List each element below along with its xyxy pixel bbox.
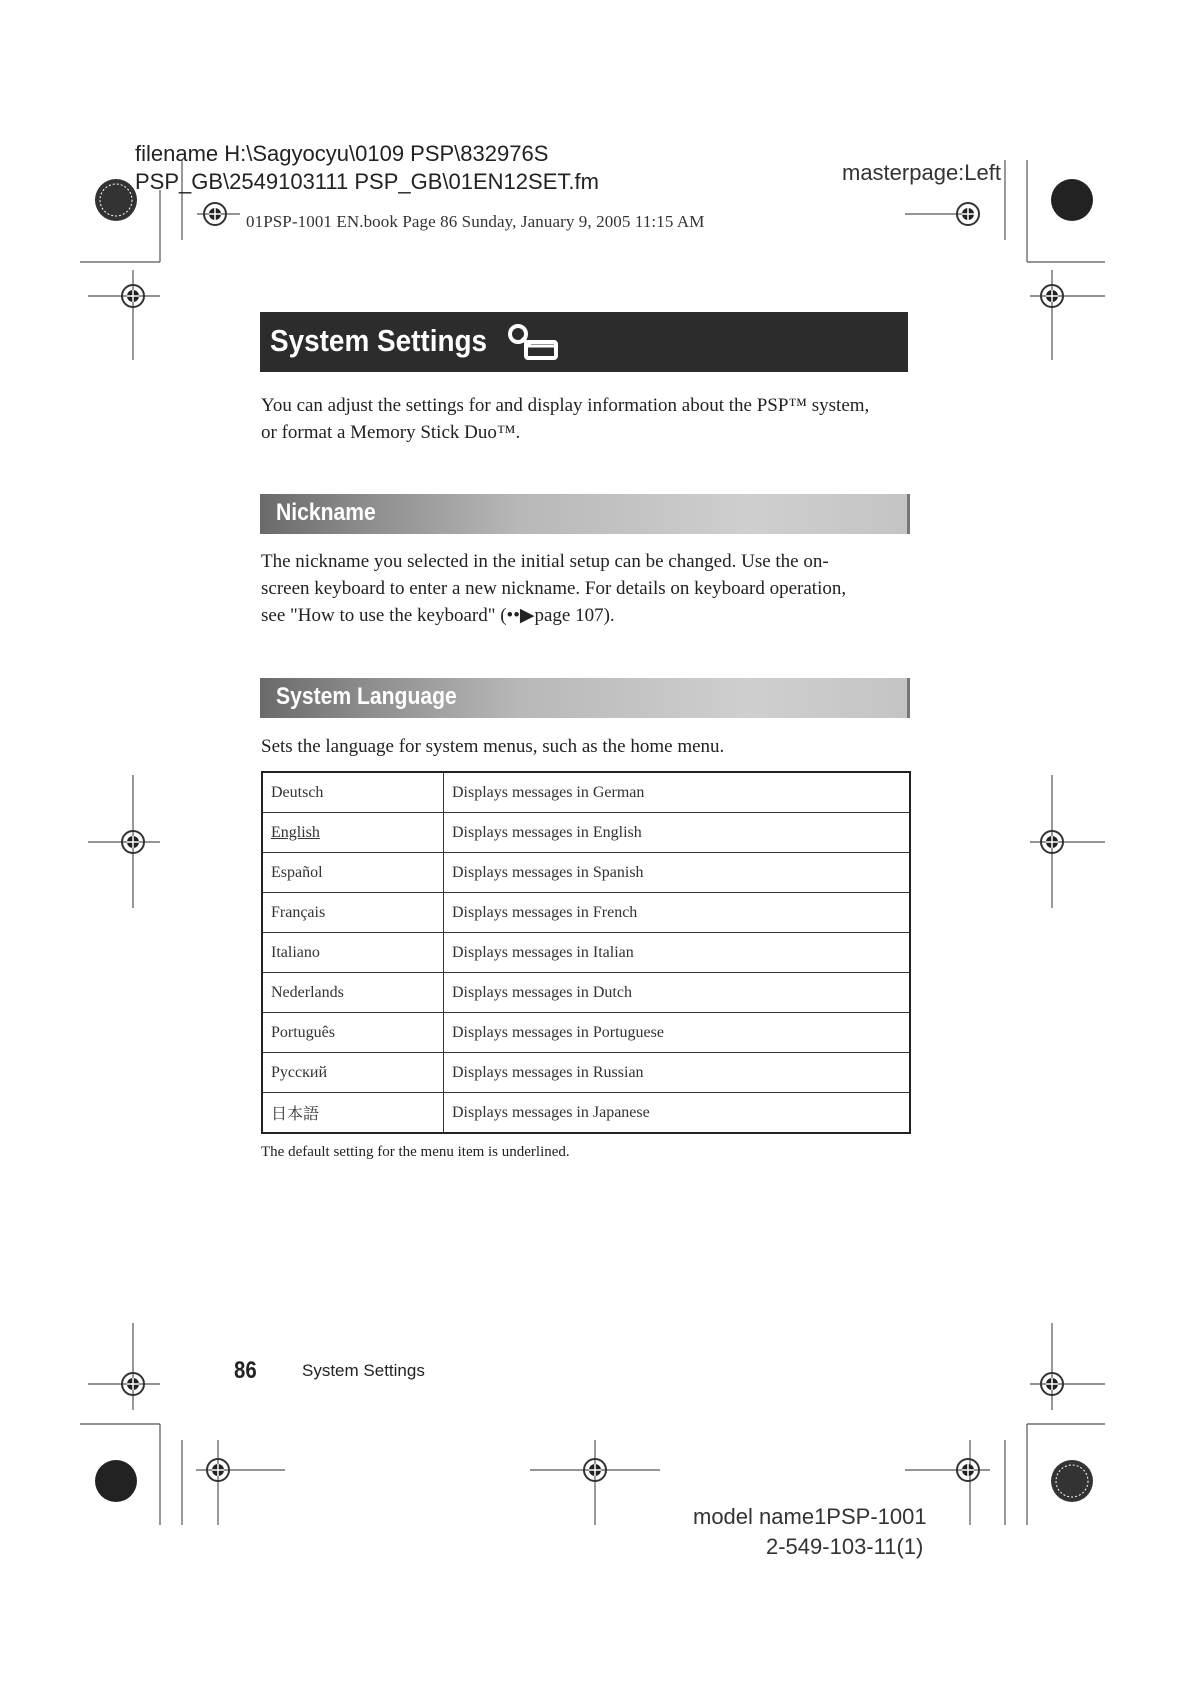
language-cell: Nederlands xyxy=(262,973,444,1013)
table-row xyxy=(262,1093,910,1134)
table-row xyxy=(262,853,910,893)
table-row xyxy=(262,973,910,1013)
table-row xyxy=(262,893,910,933)
description-cell: Displays messages in Spanish xyxy=(444,853,911,893)
description-cell: Displays messages in French xyxy=(444,893,911,933)
nickname-heading: Nickname xyxy=(276,499,376,526)
language-cell: Français xyxy=(262,893,444,933)
language-cell: Español xyxy=(262,853,444,893)
language-cell: Русский xyxy=(262,1053,444,1093)
description-cell: Displays messages in Portuguese xyxy=(444,1013,911,1053)
language-cell-default xyxy=(262,813,444,853)
language-cell: 日本語 xyxy=(262,1093,444,1134)
description-cell: Displays messages in Dutch xyxy=(444,973,911,1013)
table-row xyxy=(262,813,910,853)
settings-toolbox-icon xyxy=(508,322,562,364)
system-language-description: Sets the language for system menus, such as the home menu. xyxy=(261,736,725,757)
masterpage-label: masterpage:Left xyxy=(842,160,1001,185)
page-title: System Settings xyxy=(270,323,488,358)
nickname-line-1: The nickname you selected in the initial setup can be changed. Use the on- xyxy=(261,551,829,572)
intro-line-2: or format a Memory Stick Duo™. xyxy=(261,422,521,443)
book-info-line: 01PSP-1001 EN.book Page 86 Sunday, January 9, 2005 11:15 AM xyxy=(246,212,705,231)
description-cell: Displays messages in Japanese xyxy=(452,1103,650,1121)
filename-slug xyxy=(135,140,599,196)
model-name: model name1PSP-1001 xyxy=(693,1504,927,1529)
description-cell: Displays messages in Russian xyxy=(444,1053,911,1093)
description-cell: Displays messages in German xyxy=(444,772,911,813)
nickname-paragraph xyxy=(261,548,846,629)
table-row xyxy=(262,1053,910,1093)
language-table xyxy=(261,771,911,1134)
language-cell: Italiano xyxy=(262,933,444,973)
intro-paragraph xyxy=(261,392,869,446)
part-number: 2-549-103-11(1) xyxy=(766,1534,924,1559)
model-info xyxy=(693,1502,927,1562)
filename-line-1: filename H:\Sagyocyu\0109 PSP\832976S xyxy=(135,141,549,166)
language-cell: Português xyxy=(262,1013,444,1053)
nickname-line-3: see "How to use the keyboard" (••▶page 107). xyxy=(261,605,615,626)
default-language: English xyxy=(271,823,320,841)
intro-line-1: You can adjust the settings for and display information about the PSP™ system, xyxy=(261,395,870,416)
description-cell: Displays messages in Italian xyxy=(444,933,911,973)
page-number: 86 xyxy=(234,1357,257,1384)
nickname-line-2: screen keyboard to enter a new nickname. For details on keyboard operation, xyxy=(261,578,847,599)
footer-section-title: System Settings xyxy=(302,1361,425,1380)
description-cell: Displays messages in English xyxy=(444,813,911,853)
table-row xyxy=(262,1013,910,1053)
system-language-heading: System Language xyxy=(276,683,457,710)
language-cell: Deutsch xyxy=(262,772,444,813)
default-setting-note: The default setting for the menu item is underlined. xyxy=(261,1144,570,1160)
table-row xyxy=(262,772,910,813)
filename-line-2: PSP_GB\2549103111 PSP_GB\01EN12SET.fm xyxy=(135,169,599,194)
table-row xyxy=(262,933,910,973)
